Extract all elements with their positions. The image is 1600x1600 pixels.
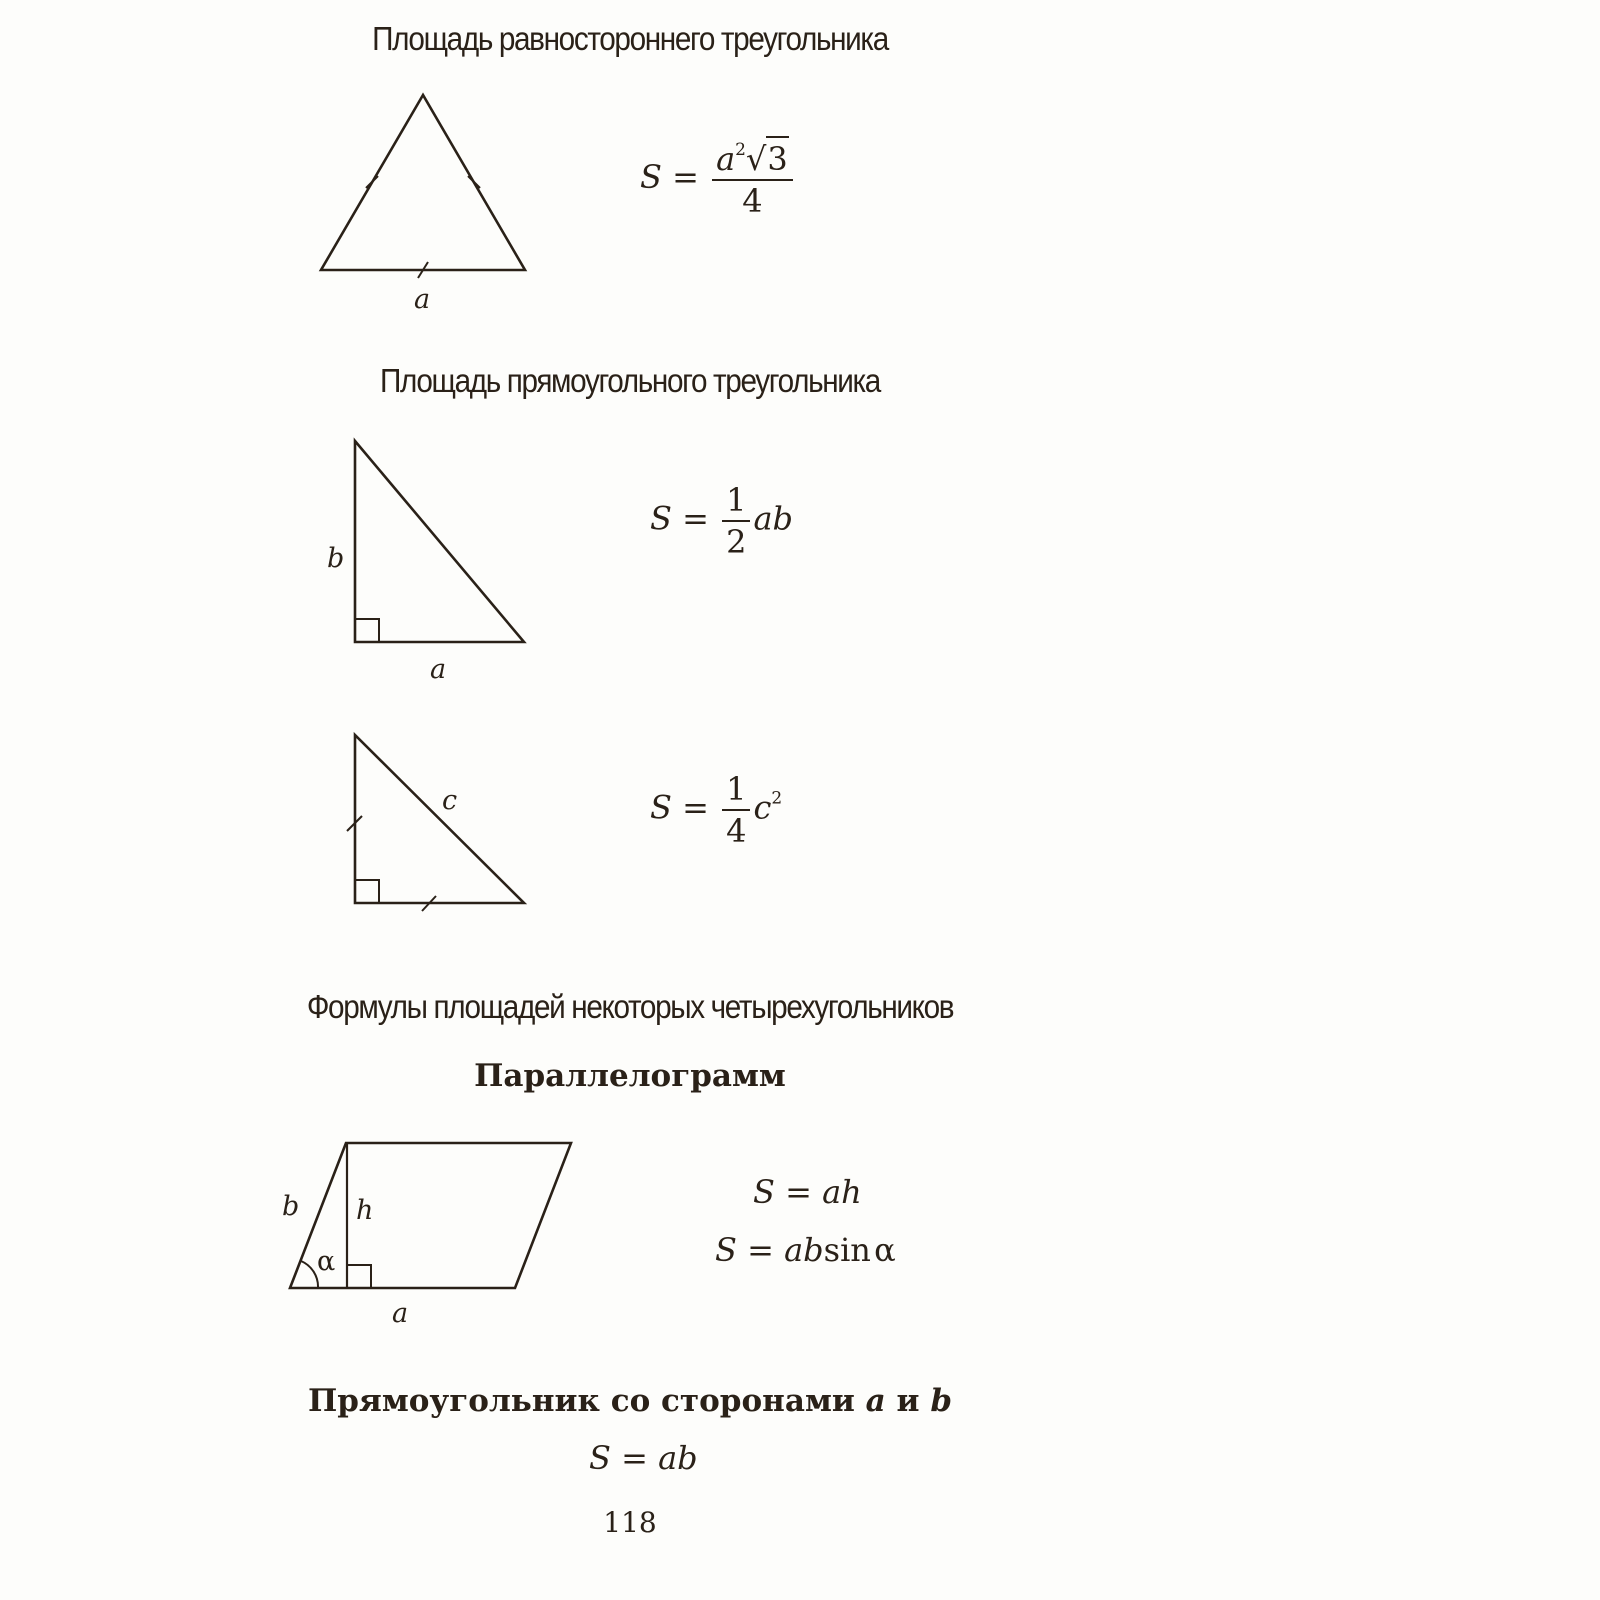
height-label-h: h <box>356 1195 374 1226</box>
subsection-title-parallelogram: Параллелограмм <box>474 1058 786 1094</box>
right-angle-mark-parallelogram <box>347 1265 371 1288</box>
tick-mark-right <box>468 176 480 188</box>
formula-parallelogram-sine: S = absin α <box>715 1231 896 1269</box>
right-angle-mark-1 <box>355 619 379 642</box>
formula-lhs: S = <box>640 158 699 196</box>
angle-label-alpha: α <box>317 1246 336 1277</box>
formula-fraction: $\frac{a^2√3}{4}$ <box>712 142 793 217</box>
formula-fraction: $\frac{1}{4}$ <box>722 773 750 847</box>
right-triangle-2 <box>355 735 524 903</box>
side-label-a: a <box>392 1298 409 1329</box>
formula-rectangle-area: S = ab <box>589 1439 698 1477</box>
formula-right-triangle-hypotenuse: S = $\frac{1}{4}$ $c^2$ <box>650 770 783 850</box>
section-title-equilateral: Площадь равностороннего треугольника <box>372 20 888 57</box>
side-label-a: a <box>430 654 447 685</box>
equilateral-triangle <box>321 95 525 270</box>
hypotenuse-label-c: c <box>442 785 458 816</box>
side-label-a: a <box>414 284 431 315</box>
page-number: 118 <box>603 1506 657 1539</box>
right-triangle-1 <box>355 441 524 642</box>
formula-equilateral-area <box>640 140 796 220</box>
subsection-title-rectangle: Прямоугольник со сторонами a и b <box>307 1383 953 1419</box>
formula-fraction: $\frac{1}{2}$ <box>722 484 750 558</box>
tick-mark-left <box>366 176 378 188</box>
formula-parallelogram-height: S = ah <box>753 1173 862 1211</box>
angle-arc-alpha <box>301 1261 318 1288</box>
formula-right-triangle-legs: S = $\frac{1}{2}$ ab <box>650 481 793 561</box>
right-angle-mark-2 <box>355 880 379 903</box>
section-title-quadrilaterals: Формулы площадей некоторых четырехугольников <box>306 988 954 1025</box>
side-label-b: b <box>282 1191 300 1222</box>
section-title-right-triangle: Площадь прямоугольного треугольника <box>380 362 880 399</box>
side-label-b: b <box>327 543 345 574</box>
